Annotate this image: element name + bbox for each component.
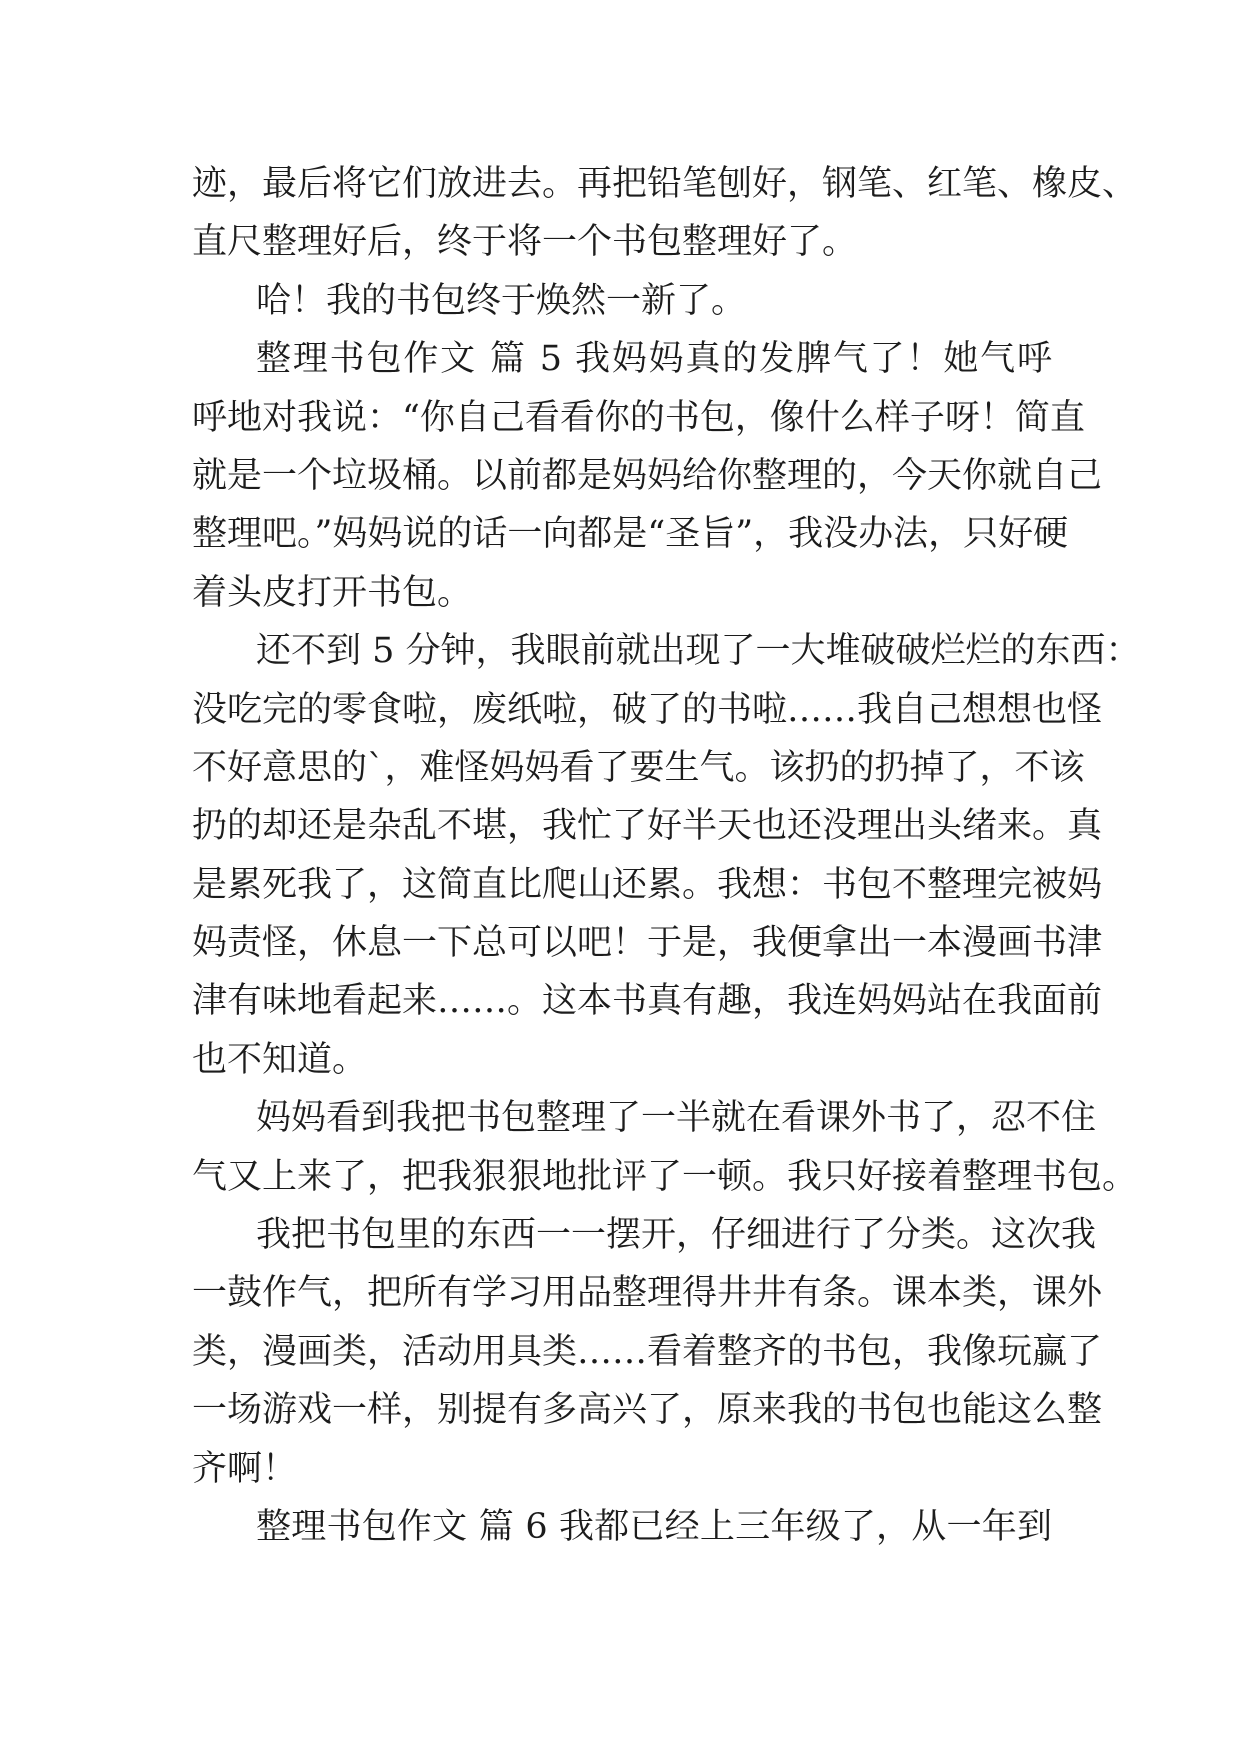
text-line: 齐啊！ (192, 1448, 298, 1489)
text-line: 还不到 5 分钟，我眼前就出现了一大堆破破烂烂的东西： (256, 631, 1141, 672)
text-line: 呼地对我说：“你自己看看你的书包，像什么样子呀！简直 (192, 397, 1085, 438)
text-line: 妈妈看到我把书包整理了一半就在看课外书了，忍不住 (256, 1098, 1097, 1139)
text-line: 着头皮打开书包。 (192, 572, 473, 613)
text-line: 气又上来了，把我狠狠地批评了一顿。我只好接着整理书包。 (192, 1156, 1138, 1197)
text-line: 妈责怪，休息一下总可以吧！于是，我便拿出一本漫画书津 (192, 923, 1103, 964)
text-line: 扔的却还是杂乱不堪，我忙了好半天也还没理出头绪来。真 (192, 806, 1103, 847)
essay-text-block (192, 155, 1141, 1556)
text-line: 类，漫画类，活动用具类……看着整齐的书包，我像玩赢了 (192, 1331, 1103, 1372)
text-line: 直尺整理好后，终于将一个书包整理好了。 (192, 222, 858, 263)
text-line: 也不知道。 (192, 1039, 368, 1080)
text-line: 我把书包里的东西一一摆开，仔细进行了分类。这次我 (256, 1215, 1097, 1256)
text-line: 津有味地看起来……。这本书真有趣，我连妈妈站在我面前 (192, 981, 1103, 1022)
text-line: 整理吧。”妈妈说的话一向都是“圣旨”，我没办法，只好硬 (192, 514, 1069, 555)
text-line: 是累死我了，这简直比爬山还累。我想：书包不整理完被妈 (192, 864, 1103, 905)
text-line: 哈！我的书包终于焕然一新了。 (256, 280, 747, 321)
essay-heading-line: 整理书包作文 篇 6 我都已经上三年级了，从一年到 (256, 1506, 1052, 1547)
text-line: 没吃完的零食啦，废纸啦，破了的书啦……我自己想想也怪 (192, 689, 1103, 730)
text-line: 迹，最后将它们放进去。再把铅笔刨好，钢笔、红笔、橡皮、 (192, 164, 1138, 204)
essay-heading-line: 整理书包作文 篇 5 我妈妈真的发脾气了！她气呼 (256, 339, 1052, 380)
text-line: 一场游戏一样，别提有多高兴了，原来我的书包也能这么整 (192, 1390, 1103, 1431)
text-line: 不好意思的`，难怪妈妈看了要生气。该扔的扔掉了，不该 (192, 747, 1085, 788)
text-line: 一鼓作气，把所有学习用品整理得井井有条。课本类，课外 (192, 1273, 1103, 1314)
text-line: 就是一个垃圾桶。以前都是妈妈给你整理的，今天你就自己 (192, 455, 1103, 496)
